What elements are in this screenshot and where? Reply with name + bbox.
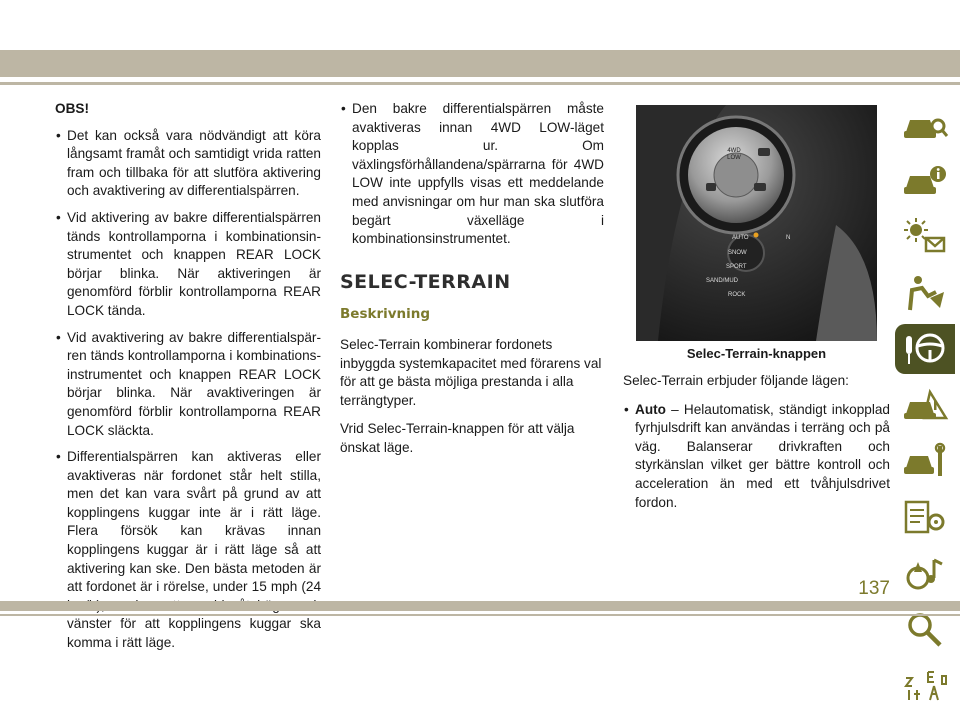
right-column <box>623 372 890 520</box>
subsection-title: Beskrivning <box>340 306 431 323</box>
descent-control-icon <box>758 148 770 156</box>
section-title: SELEC-TERRAIN <box>340 270 511 293</box>
mode-label: SNOW <box>728 250 747 256</box>
mode-label: ROCK <box>728 292 746 298</box>
figure-caption: Selec-Terrain-knappen <box>686 346 827 361</box>
paragraph: Vrid Selec-Terrain-knappen för att välja önskat läge. <box>340 421 575 455</box>
list-item: • Vid avaktivering av bakre differentialspärren tänds kontrollamporna i kombinationsinstrumentet och knappen REAR LOCK börjar blinka. När avaktiveringen är genomförd förblir kontrollamporna REAR LOCK släckta. <box>55 329 321 441</box>
tab-music-nav[interactable] <box>895 548 955 598</box>
modes-list <box>623 401 890 513</box>
header-band <box>0 50 960 77</box>
header-rule <box>0 82 960 85</box>
hill-icon <box>754 183 766 191</box>
music-nav-icon <box>900 552 950 594</box>
car-safety-icon <box>900 272 950 314</box>
tab-car-tools[interactable] <box>895 436 955 486</box>
footer-band <box>0 601 960 611</box>
mode-term: Auto <box>635 401 666 417</box>
mode-label: AUTO <box>732 235 749 241</box>
list-item: • Differentialspärren kan aktiveras eller avaktiveras när fordonet står helt stilla, men det kan vara svårt på grund av att kopplingens kuggar inte är i rätt läge. Flera försök kan krävas innan kopplingens kuggar är i rätt läge så att aktivering kan ske. Den bästa metoden är att fordonet är i rörelse, under 15 mph (24 vänster för att kopplingens kuggar ska komma i rätt läge. <box>55 448 321 653</box>
tab-car-info[interactable] <box>895 156 955 206</box>
tab-steering-wheel-key[interactable] <box>895 324 955 374</box>
shift-icon <box>706 183 716 191</box>
tab-warning-lights[interactable] <box>895 212 955 262</box>
checklist-gear-icon <box>900 496 950 538</box>
tab-car-emergency[interactable] <box>895 380 955 430</box>
mode-label: SPORT <box>726 264 747 270</box>
list-item: • Den bakre differentialspärren måste avaktiveras innan 4WD LOW-läget kopplas ur. Om växlingsförhållandena/spärrarna för 4WD LOW inte uppfylls visas ett meddelande med anvisningar om hur man ska slutföra begärt växelläge i kombinationsinstrumentet. <box>340 100 604 249</box>
list-item: • Vid aktivering av bakre differentialspärren tänds kontrollamporna i kombinationsinstrumentet och knappen REAR LOCK börjar blinka. När aktiveringen är genomförd förblir kontrollamporna REAR LOCK tända. <box>55 209 321 321</box>
n-label: N <box>786 235 791 241</box>
chapter-tabs <box>895 100 955 716</box>
footer-rule <box>0 614 960 616</box>
page-number: 137 <box>858 578 890 599</box>
left-bullet-list <box>55 127 321 653</box>
note-heading: OBS! <box>55 101 89 116</box>
car-info-icon <box>900 160 950 202</box>
selec-terrain-knob-illustration <box>636 105 877 341</box>
index-letters-icon <box>900 664 950 706</box>
tab-index[interactable] <box>895 660 955 710</box>
tab-car-safety[interactable] <box>895 268 955 318</box>
tab-checklist-gear[interactable] <box>895 492 955 542</box>
middle-column <box>340 100 604 468</box>
steering-wheel-key-icon <box>900 328 950 370</box>
list-item: • Det kan också vara nödvändigt att köra långsamt framåt och samtidigt vrida ratten fram och tillbaka för att slutföra aktivering och avaktivering av differentialspärren. <box>55 127 321 201</box>
tab-search[interactable] <box>895 604 955 654</box>
mode-label: SAND/MUD <box>706 278 739 284</box>
tab-car-search[interactable] <box>895 100 955 150</box>
mode-description: – Helautomatisk, ständigt inkopplad fyrhjulsdrift kan användas i terräng och på väg. Balanserar drivkraften och styrkänslan vilket ger bättre kontroll och acceleration än med ett tvåhjulsdrivet fordon. <box>635 401 890 510</box>
left-column <box>55 100 321 661</box>
list-item <box>623 401 890 513</box>
car-tools-icon <box>900 440 950 482</box>
knob-low-label: LOW <box>727 155 741 161</box>
middle-bullet-list <box>340 100 604 249</box>
paragraph: Selec-Terrain kombinerar fordonets inbyggda systemkapacitet med förarens val för att ge bästa möjliga prestanda i alla terrängtyper. <box>340 336 602 408</box>
warning-lights-icon <box>900 216 950 258</box>
car-emergency-icon <box>900 384 950 426</box>
knob-4wd-label: 4WD <box>727 148 741 154</box>
modes-intro: Selec-Terrain erbjuder följande lägen: <box>623 373 849 388</box>
selec-terrain-photo <box>636 105 877 341</box>
car-search-icon <box>900 104 950 146</box>
auto-indicator-icon <box>754 233 759 238</box>
